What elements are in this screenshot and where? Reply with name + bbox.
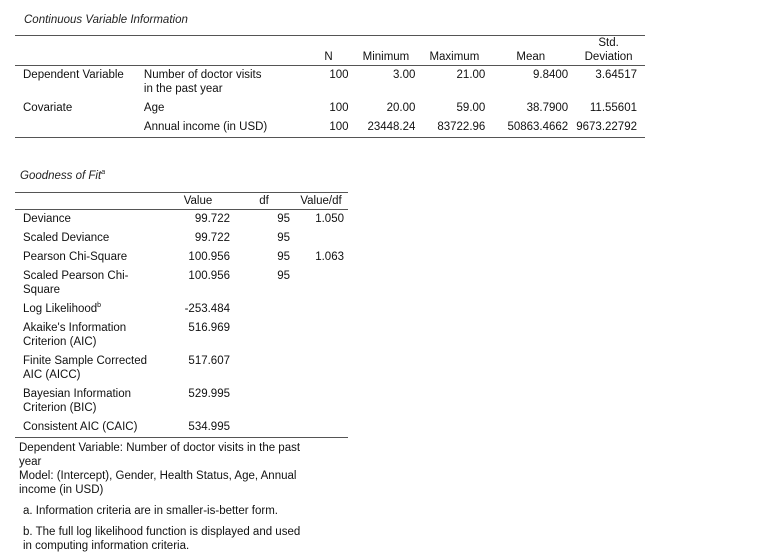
table-row <box>15 118 645 138</box>
header-blank-variable <box>140 36 305 66</box>
gof-label-line1 <box>23 269 158 283</box>
gof-label <box>15 352 162 385</box>
gof-label-text: Deviance <box>23 213 71 225</box>
footnote-dependent-line1: Dependent Variable: Number of doctor visits in the past <box>19 441 344 455</box>
continuous-variable-table <box>15 35 645 138</box>
gof-label-line1 <box>23 387 158 401</box>
gof-value-df <box>294 418 348 438</box>
row-group: Dependent Variable <box>15 66 140 100</box>
gof-df <box>234 352 294 385</box>
header-maximum: Maximum <box>419 36 489 66</box>
gof-label <box>15 229 162 248</box>
row-variable <box>140 66 305 100</box>
gof-label-line1 <box>23 321 158 335</box>
footnote-b-line1: b. The full log likelihood function is displayed and used <box>33 525 344 539</box>
footnote-dependent-line2: year <box>19 455 344 469</box>
gof-df <box>234 418 294 438</box>
header-std-line2: Deviation <box>576 50 641 64</box>
header-blank-label <box>15 193 162 210</box>
row-min: 20.00 <box>353 99 420 118</box>
gof-df: 95 <box>234 210 294 230</box>
gof-body <box>15 210 348 438</box>
table-row <box>15 319 348 352</box>
footnote-a: a. Information criteria are in smaller-is-better form. <box>19 504 344 518</box>
goodness-of-fit-table <box>15 192 348 553</box>
gof-label-line1 <box>23 420 158 434</box>
row-variable: Age <box>140 99 305 118</box>
table-row <box>15 300 348 319</box>
header-minimum: Minimum <box>353 36 420 66</box>
table-row <box>15 267 348 300</box>
table-row <box>15 210 348 230</box>
gof-label-text: Consistent AIC (CAIC) <box>23 421 137 433</box>
header-df: df <box>234 193 294 210</box>
gof-df: 95 <box>234 267 294 300</box>
row-min: 3.00 <box>353 66 420 100</box>
row-mean: 38.7900 <box>489 99 572 118</box>
table-row <box>15 99 645 118</box>
footnote-b <box>19 525 344 553</box>
gof-label <box>15 267 162 300</box>
gof-label <box>15 319 162 352</box>
gof-label-line1 <box>23 302 158 316</box>
gof-value: 534.995 <box>162 418 234 438</box>
header-std-deviation <box>572 36 645 66</box>
gof-value: 100.956 <box>162 267 234 300</box>
table2-caption-text: Goodness of Fit <box>20 170 101 182</box>
table2-caption-sup: a <box>101 169 105 176</box>
gof-label-text: Akaike's Information <box>23 322 126 334</box>
gof-label-line2: Criterion (AIC) <box>23 335 158 349</box>
row-group: Covariate <box>15 99 140 118</box>
gof-value: 99.722 <box>162 210 234 230</box>
header-value-df: Value/df <box>294 193 348 210</box>
gof-label-text: Scaled Deviance <box>23 232 109 244</box>
gof-value: 529.995 <box>162 385 234 418</box>
table-row <box>15 385 348 418</box>
gof-df: 95 <box>234 229 294 248</box>
header-n: N <box>305 36 353 66</box>
gof-label-line2: AIC (AICC) <box>23 368 158 382</box>
table-row <box>15 248 348 267</box>
gof-value: 99.722 <box>162 229 234 248</box>
row-min: 23448.24 <box>353 118 420 138</box>
gof-value: 517.607 <box>162 352 234 385</box>
gof-value-df <box>294 385 348 418</box>
table2-caption <box>20 170 105 182</box>
header-value: Value <box>162 193 234 210</box>
table-row <box>15 418 348 438</box>
gof-label-line1 <box>23 212 158 226</box>
table-row <box>15 66 645 100</box>
gof-label-line2: Square <box>23 283 158 297</box>
gof-label-line2: Criterion (BIC) <box>23 401 158 415</box>
gof-value: 100.956 <box>162 248 234 267</box>
row-mean: 50863.4662 <box>489 118 572 138</box>
footnote-b-line2: in computing information criteria. <box>33 539 344 553</box>
gof-label-text: Finite Sample Corrected <box>23 355 147 367</box>
gof-label <box>15 210 162 230</box>
gof-value-df <box>294 300 348 319</box>
row-variable-line2: in the past year <box>144 82 301 96</box>
gof-df: 95 <box>234 248 294 267</box>
gof-value-df <box>294 229 348 248</box>
row-mean: 9.8400 <box>489 66 572 100</box>
row-std: 3.64517 <box>572 66 645 100</box>
footnote-dependent <box>19 441 344 469</box>
footnote-model-line2: income (in USD) <box>19 483 344 497</box>
gof-label-sup: b <box>97 302 101 309</box>
gof-value: -253.484 <box>162 300 234 319</box>
gof-label-line1 <box>23 231 158 245</box>
gof-value-df: 1.050 <box>294 210 348 230</box>
header-blank-group <box>15 36 140 66</box>
gof-label-text: Bayesian Information <box>23 388 131 400</box>
gof-label-text: Log Likelihood <box>23 303 97 315</box>
gof-label-text: Pearson Chi-Square <box>23 251 127 263</box>
footnote-model <box>19 469 344 497</box>
gof-label-text: Scaled Pearson Chi- <box>23 270 128 282</box>
gof-value-df: 1.063 <box>294 248 348 267</box>
gof-value-df <box>294 267 348 300</box>
row-variable-line1: Number of doctor visits <box>144 68 301 82</box>
row-max: 21.00 <box>419 66 489 100</box>
gof-value: 516.969 <box>162 319 234 352</box>
gof-label <box>15 248 162 267</box>
gof-label <box>15 300 162 319</box>
header-std-line1: Std. <box>576 36 641 50</box>
gof-df <box>234 319 294 352</box>
gof-label-line1 <box>23 354 158 368</box>
row-n: 100 <box>305 118 353 138</box>
table-row <box>15 352 348 385</box>
gof-value-df <box>294 319 348 352</box>
gof-value-df <box>294 352 348 385</box>
table2-footnotes <box>15 438 348 553</box>
row-n: 100 <box>305 66 353 100</box>
row-max: 59.00 <box>419 99 489 118</box>
gof-label <box>15 418 162 438</box>
row-std: 11.55601 <box>572 99 645 118</box>
row-variable: Annual income (in USD) <box>140 118 305 138</box>
table-row <box>15 229 348 248</box>
row-group <box>15 118 140 138</box>
gof-label <box>15 385 162 418</box>
footnote-model-line1: Model: (Intercept), Gender, Health Status, Age, Annual <box>19 469 344 483</box>
row-max: 83722.96 <box>419 118 489 138</box>
table1-caption: Continuous Variable Information <box>24 14 188 26</box>
row-std: 9673.22792 <box>572 118 645 138</box>
gof-df <box>234 385 294 418</box>
header-mean: Mean <box>489 36 572 66</box>
gof-label-line1 <box>23 250 158 264</box>
gof-df <box>234 300 294 319</box>
row-n: 100 <box>305 99 353 118</box>
